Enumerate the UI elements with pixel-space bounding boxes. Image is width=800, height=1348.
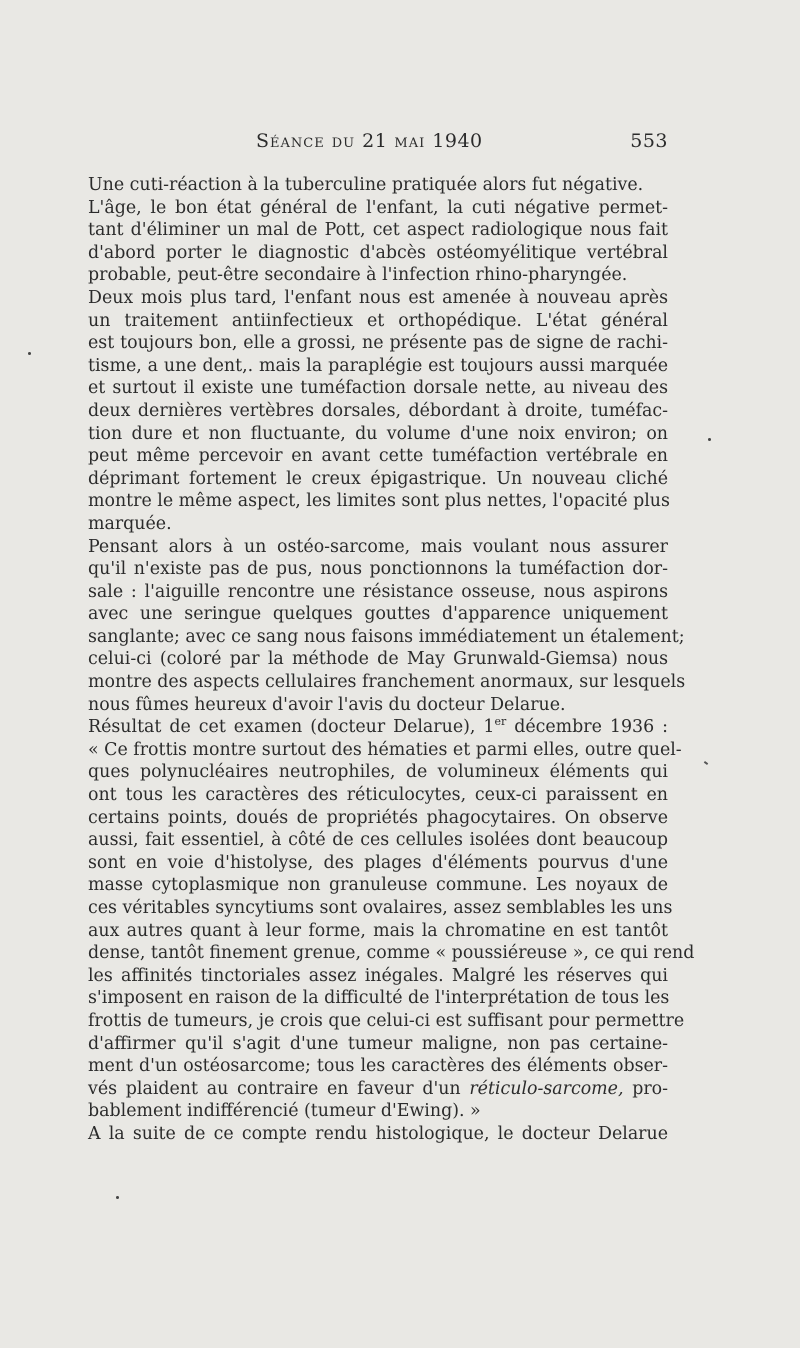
text-line [88, 648, 668, 671]
text-line-main: ment d'un ostéosarcome; tous les caractères des éléments obser- [88, 1056, 668, 1077]
body-text [88, 174, 695, 1146]
text-line-main: les affinités tinctoriales assez inégales. Malgré les réserves qui [88, 965, 668, 986]
text-line-main: d'affirmer qu'il s'agit d'une tumeur maligne, non pas certaine- [88, 1033, 668, 1054]
text-line-main: avec une seringue quelques gouttes d'apparence uniquement [88, 604, 668, 625]
margin-speck [704, 761, 708, 765]
text-line-main: Résultat de cet examen (docteur Delarue), 1 [88, 717, 495, 738]
text-line [88, 581, 668, 604]
text-line-main: « Ce frottis montre surtout des hématies et parmi elles, outre quel- [88, 739, 682, 760]
text-line [88, 377, 668, 400]
text-line [88, 197, 668, 220]
text-line [88, 874, 668, 897]
text-line [88, 1010, 685, 1033]
text-line [88, 558, 668, 581]
page-header [88, 128, 668, 160]
text-line-main: sont en voie d'histolyse, des plages d'éléments pourvus d'une [88, 852, 668, 873]
text-line-main: Pensant alors à un ostéo-sarcome, mais voulant nous assurer [88, 536, 668, 557]
text-line-main: qu'il n'existe pas de pus, nous ponctionnons la tuméfaction dor- [88, 559, 668, 580]
text-line [88, 287, 668, 310]
margin-speck [28, 352, 31, 355]
text-line-main: sanglante; avec ce sang nous faisons immédiatement un étalement; [88, 626, 685, 647]
text-line-main: Deux mois plus tard, l'enfant nous est amenée à nouveau après [88, 287, 668, 308]
text-line-main: tion dure et non fluctuante, du volume d'une noix environ; on [88, 423, 668, 444]
text-line [88, 852, 668, 875]
text-line [88, 264, 668, 287]
text-line [88, 603, 668, 626]
text-line-main: aux autres quant à leur forme, mais la chromatine en est tantôt [88, 920, 668, 941]
text-line-main: peut même percevoir en avant cette tuméfaction vertébrale en [88, 446, 668, 467]
italic-term: réticulo-sarcome, [469, 1078, 624, 1099]
running-head-day: 21 [362, 130, 388, 152]
text-line-main: Une cuti-réaction à la tuberculine pratiquée alors fut négative. [88, 175, 644, 195]
text-line-main: bablement indifférencié (tumeur d'Ewing). » [88, 1101, 481, 1122]
text-line-main: celui-ci (coloré par la méthode de May Grunwald-Giemsa) nous [88, 649, 668, 670]
text-line-main: ont tous les caractères des réticulocytes, ceux-ci paraissent en [88, 785, 668, 806]
text-line-main: ces véritables syncytiums sont ovalaires, assez semblables les uns [88, 898, 673, 918]
text-line [88, 942, 695, 965]
text-line [88, 1055, 668, 1078]
margin-speck [116, 1196, 119, 1199]
superscript: er [494, 715, 507, 729]
text-line [88, 219, 668, 242]
text-line-main: tant d'éliminer un mal de Pott, cet aspect radiologique nous fait [88, 220, 668, 241]
text-line [88, 1078, 668, 1101]
running-head-month: mai [387, 130, 433, 152]
text-line [88, 626, 685, 649]
text-line [88, 987, 668, 1010]
text-line [88, 445, 668, 468]
text-line-main: est toujours bon, elle a grossi, ne présente pas de signe de rachi- [88, 333, 668, 354]
text-line [88, 400, 668, 423]
text-line [88, 490, 668, 513]
text-line-main: ques polynucléaires neutrophiles, de volumineux éléments qui [88, 762, 668, 783]
text-line [88, 174, 668, 197]
text-line [88, 761, 668, 784]
text-line [88, 1123, 668, 1146]
text-line [88, 965, 668, 988]
text-line [88, 671, 686, 694]
text-line-main: sale : l'aiguille rencontre une résistance osseuse, nous aspirons [88, 581, 668, 602]
text-line-main: déprimant fortement le creux épigastrique. Un nouveau cliché [88, 468, 668, 489]
text-line-main: marquée. [88, 513, 172, 534]
text-line [88, 513, 668, 536]
text-line [88, 332, 668, 355]
text-line-main: et surtout il existe une tuméfaction dorsale nette, au niveau des [88, 378, 668, 399]
text-line [88, 897, 673, 920]
text-line-main: certains points, doués de propriétés phagocytaires. On observe [88, 807, 668, 828]
running-head [256, 130, 483, 152]
text-line-main: A la suite de ce compte rendu histologique, le docteur Delarue [88, 1123, 668, 1144]
text-line [88, 807, 668, 830]
text-line-tail: décembre 1936 : [506, 717, 668, 738]
text-line-main: frottis de tumeurs, je crois que celui-ci est suffisant pour permettre [88, 1010, 685, 1031]
text-line-main: vés plaident au contraire en faveur d'un [88, 1078, 470, 1099]
text-line-main: d'abord porter le diagnostic d'abcès ostéomyélitique vertébral [88, 242, 668, 263]
text-line [88, 739, 682, 762]
text-line-main: s'imposent en raison de la difficulté de l'interprétation de tous les [88, 988, 670, 1009]
text-line-main: L'âge, le bon état général de l'enfant, la cuti négative permet- [88, 197, 668, 218]
text-line [88, 423, 668, 446]
text-line [88, 536, 668, 559]
text-line-main: dense, tantôt finement grenue, comme « poussiéreuse », ce qui rend [88, 943, 695, 964]
text-line-main: nous fûmes heureux d'avoir l'avis du docteur Delarue. [88, 694, 566, 715]
text-line-main: un traitement antiinfectieux et orthopédique. L'état général [88, 310, 668, 331]
text-line [88, 310, 668, 333]
text-line [88, 716, 668, 739]
text-line-main: deux dernières vertèbres dorsales, débordant à droite, tuméfac- [88, 400, 668, 421]
text-line-main: montre le même aspect, les limites sont plus nettes, l'opacité plus [88, 491, 670, 512]
text-line-tail: pro- [623, 1078, 668, 1099]
text-line-main: probable, peut-être secondaire à l'infection rhino-pharyngée. [88, 265, 628, 286]
text-line-main: montre des aspects cellulaires franchement anormaux, sur lesquels [88, 672, 686, 693]
text-line [88, 784, 668, 807]
margin-speck [708, 438, 711, 441]
text-line [88, 694, 668, 717]
running-head-text: Séance du [256, 130, 363, 152]
text-line [88, 355, 668, 378]
running-head-year: 1940 [432, 130, 483, 152]
text-line-main: aussi, fait essentiel, à côté de ces cellules isolées dont beaucoup [88, 830, 668, 851]
text-line [88, 468, 668, 491]
text-line [88, 1033, 668, 1056]
page-number: 553 [630, 130, 668, 152]
text-line [88, 242, 668, 265]
text-line [88, 829, 668, 852]
text-line [88, 1100, 668, 1123]
text-line-main: tisme, a une dent,. mais la paraplégie est toujours aussi marquée [88, 355, 668, 376]
text-line-main: masse cytoplasmique non granuleuse commune. Les noyaux de [88, 875, 668, 896]
text-line [88, 920, 668, 943]
